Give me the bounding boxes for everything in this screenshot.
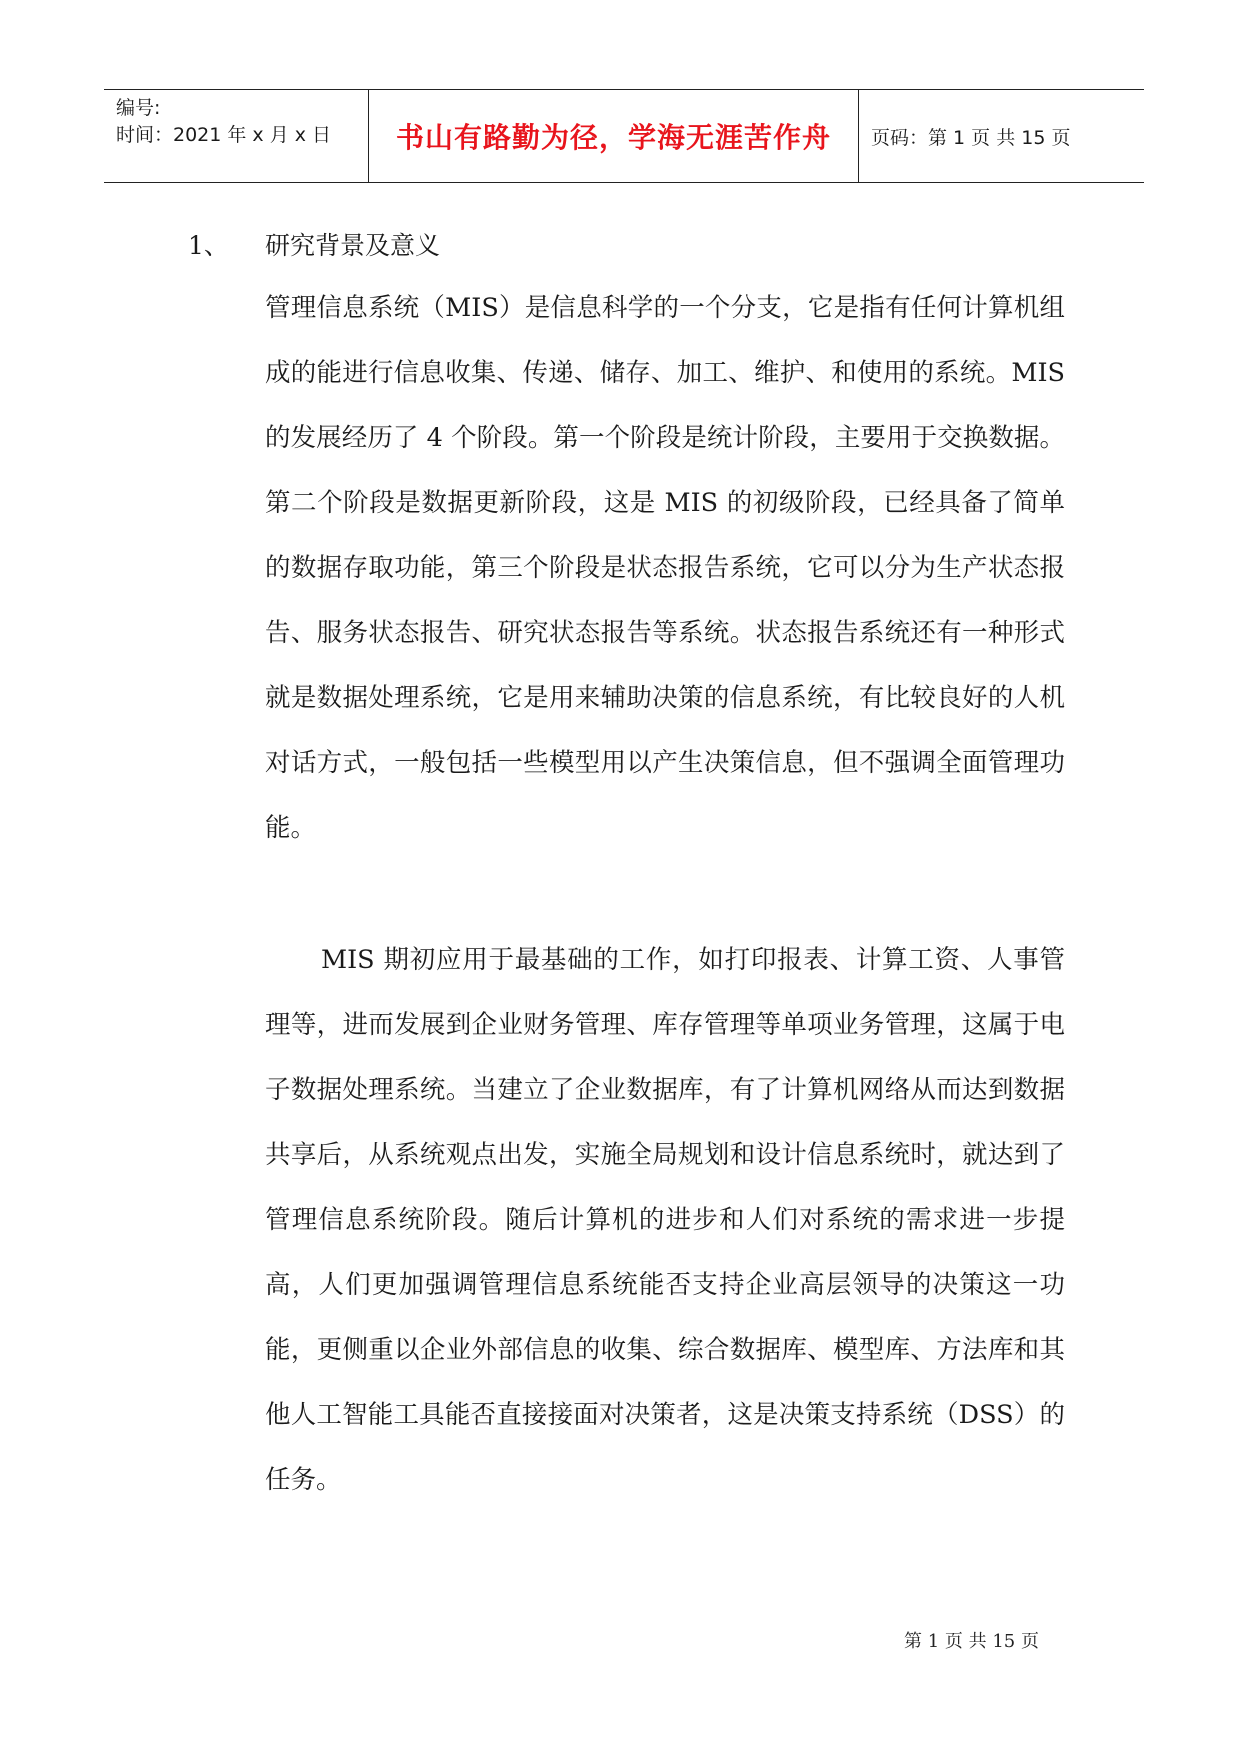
- paragraph-2: MIS 期初应用于最基础的工作，如打印报表、计算工资、人事管理等，进而发展到企业财务管理、库存管理等单项业务管理，这属于电子数据处理系统。当建立了企业数据库，有了计算机网络从而达到数据共享后，从系统观点出发，实施全局规划和设计信息系统时，就达到了管理信息系统阶段。随后计算机的进步和人们对系统的需求进一步提高，人们更加强调管理信息系统能否支持企业高层领导的决策这一功能，更侧重以企业外部信息的收集、综合数据库、模型库、方法库和其他人工智能工具能否直接接面对决策者，这是决策支持系统（DSS）的任务。: [265, 945, 1065, 1495]
- section-title: 研究背景及意义: [265, 231, 441, 260]
- page-footer: 第 1 页 共 15 页: [904, 1631, 1039, 1652]
- document-header: [104, 89, 1144, 183]
- section-number: 1、: [188, 231, 229, 260]
- paragraph-1: 管理信息系统（MIS）是信息科学的一个分支，它是指有任何计算机组成的能进行信息收集、传递、储存、加工、维护、和使用的系统。MIS 的发展经历了 4 个阶段。第一个阶段是统计阶段，主要用于交换数据。第二个阶段是数据更新阶段，这是 MIS 的初级阶段，已经具备了简单的数据存取功能，第三个阶段是状态报告系统，它可以分为生产状态报告、服务状态报告、研究状态报告等系统。状态报告系统还有一种形式就是数据处理系统，它是用来辅助决策的信息系统，有比较良好的人机对话方式，一般包括一些模型用以产生决策信息，但不强调全面管理功能。: [265, 293, 1065, 843]
- date-line: 时间：2021 年 x 月 x 日: [116, 124, 332, 146]
- header-motto-cell: [369, 90, 859, 182]
- page-code: 页码：第 1 页 共 15 页: [871, 126, 1071, 149]
- header-meta-cell: [104, 90, 369, 182]
- serial-number-label: 编号:: [116, 97, 161, 119]
- motto-text: 书山有路勤为径，学海无涯苦作舟: [395, 121, 831, 154]
- header-page-cell: [859, 90, 1144, 182]
